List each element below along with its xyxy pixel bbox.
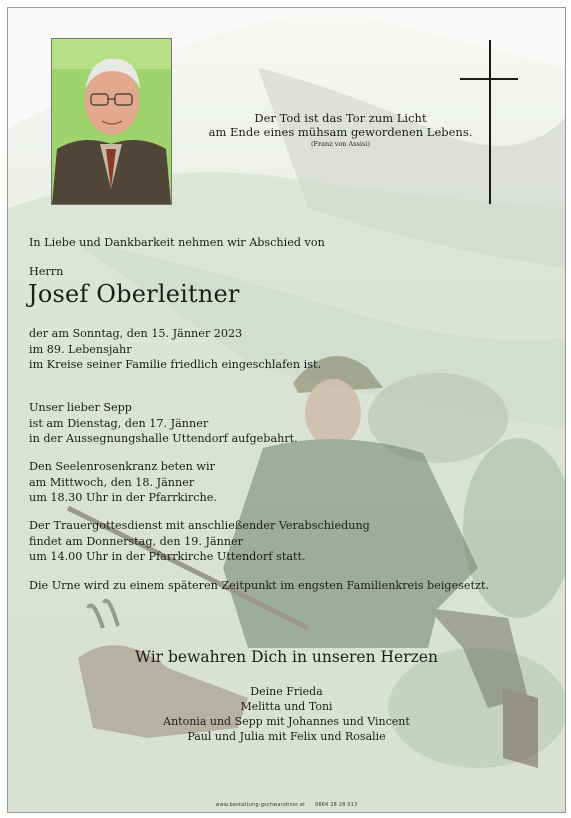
rosary-line: um 18.30 Uhr in der Pfarrkirche. bbox=[29, 491, 217, 504]
signature-line: Paul und Julia mit Felix und Rosalie bbox=[187, 730, 386, 743]
signature-line: Deine Frieda bbox=[250, 685, 323, 698]
salutation: Herrn bbox=[29, 265, 64, 278]
rosary-line: am Mittwoch, den 18. Jänner bbox=[29, 475, 195, 489]
service-line: Der Trauergottesdienst mit anschließender Verabschiedung bbox=[29, 519, 370, 532]
intro-text: In Liebe und Dankbarkeit nehmen wir Abschied von bbox=[29, 236, 325, 249]
quote-source: (Franz von Assisi) bbox=[311, 140, 370, 148]
service-line: findet am Donnerstag, den 19. Jänner bbox=[29, 534, 244, 548]
portrait-photo bbox=[51, 38, 172, 205]
quote-line-2: am Ende eines mühsam gewordenen Lebens. bbox=[208, 125, 473, 139]
rosary-info bbox=[29, 459, 217, 506]
footer bbox=[8, 803, 565, 808]
cross-icon-bar bbox=[460, 78, 518, 80]
deceased-name: Josef Oberleitner bbox=[28, 280, 240, 308]
viewing-info bbox=[29, 400, 298, 447]
obituary-card bbox=[7, 7, 566, 813]
signatures bbox=[8, 684, 565, 744]
viewing-line: in der Aussegnungshalle Uttendorf aufgebahrt. bbox=[29, 432, 298, 445]
death-line: im 89. Lebensjahr bbox=[29, 342, 132, 356]
death-info bbox=[29, 326, 321, 373]
quote-block bbox=[203, 111, 478, 148]
quote-line-1: Der Tod ist das Tor zum Licht bbox=[254, 111, 427, 125]
death-line: im Kreise seiner Familie friedlich eingeschlafen ist. bbox=[29, 358, 321, 371]
service-line: um 14.00 Uhr in der Pfarrkirche Uttendorf statt. bbox=[29, 550, 306, 563]
footer-phone: 0664 28 28 013 bbox=[315, 803, 358, 808]
rosary-line: Den Seelenrosenkranz beten wir bbox=[29, 460, 215, 473]
death-line: der am Sonntag, den 15. Jänner 2023 bbox=[29, 327, 243, 340]
viewing-line: Unser lieber Sepp bbox=[29, 401, 132, 414]
signature-line: Antonia und Sepp mit Johannes und Vincent bbox=[163, 715, 410, 728]
footer-website: www.bestattung-gschwandtner.at bbox=[215, 803, 306, 808]
motto-heading: Wir bewahren Dich in unseren Herzen bbox=[135, 648, 438, 666]
signature-line: Melitta und Toni bbox=[240, 700, 333, 713]
urn-note: Die Urne wird zu einem späteren Zeitpunkt im engsten Familienkreis beigesetzt. bbox=[29, 579, 489, 592]
cross-icon bbox=[489, 40, 491, 204]
viewing-line: ist am Dienstag, den 17. Jänner bbox=[29, 416, 209, 430]
service-info bbox=[29, 518, 370, 565]
